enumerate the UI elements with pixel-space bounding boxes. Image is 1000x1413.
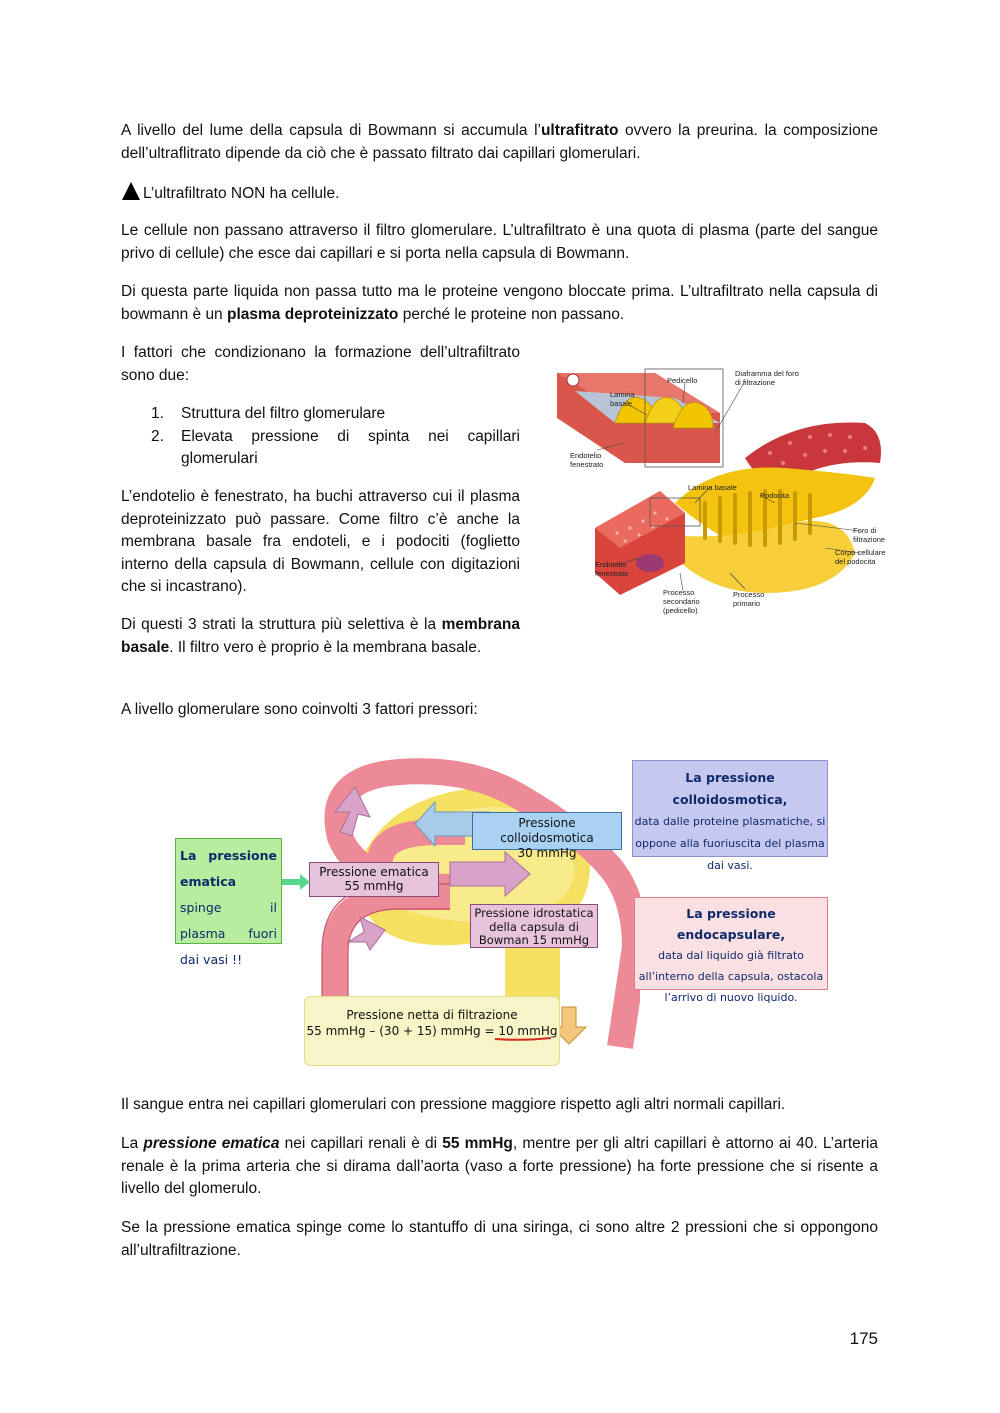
- label-line: della capsula di: [489, 919, 579, 934]
- label-endotelio-bot-2: fenestrato: [595, 569, 629, 578]
- label-endotelio-bot-1: Endotelio: [595, 560, 627, 569]
- text: A livello del lume della capsula di Bowmann si accumula l’: [121, 122, 541, 139]
- label-diaframma-1: Diaframma del foro: [735, 369, 799, 378]
- label-line: Pressione netta di filtrazione: [346, 1008, 518, 1022]
- factor-list: [121, 403, 520, 471]
- paragraph-siringa: Se la pressione ematica spinge come lo stantuffo di una siringa, ci sono altre 2 pressioni che si oppongono all’ultrafiltrazione.: [121, 1219, 878, 1259]
- list-item: [121, 403, 520, 426]
- label-line: Pressione colloidosmotica: [500, 816, 594, 845]
- label-endotelio-top-1: Endotelio: [570, 451, 602, 460]
- paragraph-plasma-deproteinizzato: [121, 281, 878, 326]
- label-line: Bowman 15 mmHg: [478, 933, 590, 947]
- label-processo-sec-2: secondario: [663, 597, 700, 606]
- warning-triangle-icon: [121, 181, 141, 201]
- label-corpo-2: del podocita: [835, 557, 876, 566]
- green-callout-ematica: [175, 838, 282, 967]
- paragraph-fattori-pressori: A livello glomerulare sono coinvolti 3 fattori pressori:: [121, 701, 478, 718]
- bold-italic-term: pressione ematica: [143, 1135, 280, 1152]
- callout-text: spinge il plasma fuori dai vasi !!: [180, 900, 277, 967]
- paragraph-sangue: Il sangue entra nei capillari glomerulari con pressione maggiore rispetto agli altri normali capillari.: [121, 1096, 786, 1113]
- text: nei capillari renali è di: [279, 1135, 443, 1152]
- label-processo-sec-1: Processo: [663, 588, 695, 597]
- text: . Il filtro vero è proprio è la membrana basale.: [169, 638, 482, 656]
- warning-note: [121, 181, 339, 206]
- bold-term: 55 mmHg: [442, 1135, 513, 1152]
- bold-term: membrana basale: [121, 616, 520, 656]
- label-processo-prim-2: primario: [733, 599, 761, 608]
- paragraph-pressione-ematica: [121, 1133, 878, 1201]
- callout-title: La pressione endocapsulare,: [676, 906, 786, 942]
- label-foro-1: Foro di: [853, 526, 877, 535]
- callout-title: La pressione colloidosmotica,: [672, 770, 788, 807]
- label-lamina-2: basale: [610, 399, 633, 408]
- warning-text: L’ultrafiltrato NON ha cellule.: [143, 185, 340, 202]
- list-text: Elevata pressione di spinta nei capillari glomerulari: [181, 427, 520, 467]
- glomerular-filter-figure: [555, 363, 890, 618]
- label-corpo-1: Corpo cellulare: [835, 548, 886, 557]
- label-idrostatica: [470, 904, 598, 948]
- label-colloidosmotica: [472, 812, 622, 860]
- label-pedicello: Pedicello: [667, 376, 698, 385]
- page-number: 175: [849, 1329, 878, 1348]
- paragraph-fattori: I fattori che condizionano la formazione dell’ultrafiltrato sono due:: [121, 344, 520, 384]
- bold-term: ultrafitrato: [540, 122, 619, 139]
- label-line: Pressione idrostatica: [474, 906, 594, 920]
- list-number: 2.: [151, 427, 164, 445]
- label-podocita: Podocita: [760, 491, 790, 500]
- list-number: 1.: [151, 405, 164, 422]
- label-processo-prim-1: Processo: [733, 590, 765, 599]
- paragraph-membrana-basale: [121, 614, 520, 659]
- paragraph-ultrafiltrato: [121, 120, 878, 165]
- bold-term: La pressione: [180, 848, 277, 863]
- net-pressure-formula: 55 mmHg – (30 + 15) mmHg = 10 mmHg: [306, 1024, 558, 1038]
- list-item: [121, 426, 520, 471]
- blue-callout-colloidosmotica: [632, 760, 828, 872]
- label-foro-2: filtrazione: [853, 535, 886, 544]
- label-ematica: [309, 862, 439, 897]
- callout-text: data dalle proteine plasmatiche, si oppone alla fuoriuscita del plasma dai vasi.: [634, 815, 826, 872]
- text: La: [121, 1135, 144, 1152]
- label-processo-sec-3: (pedicello): [663, 606, 698, 615]
- text: ovvero la preurina. la composizione dell’ultraflitrato dipende da ciò che è passato filtrato dai capillari glomerulari.: [121, 122, 878, 162]
- label-lamina-basale: Lamina basale: [688, 483, 737, 492]
- list-text: Struttura del filtro glomerulare: [181, 405, 386, 422]
- bold-term: plasma deproteinizzato: [227, 305, 399, 323]
- text: perché le proteine non passano.: [398, 305, 625, 323]
- callout-text: data dal liquido già filtrato all’interno della capsula, ostacola l’arrivo di nuovo liquido.: [638, 949, 824, 1004]
- label-endotelio-top-2: fenestrato: [570, 460, 604, 469]
- label-line: Pressione ematica: [319, 865, 429, 879]
- label-pressione-netta: [304, 996, 560, 1066]
- text: , mentre per gli altri capillari è attorno ai 40. L’arteria renale è la prima arteria che si dirama dall’aorta (vaso a forte pressione) ha forte pressione che si risente a livello del glomerulo.: [121, 1135, 878, 1197]
- text: Di questa parte liquida non passa tutto ma le proteine vengono bloccate prima. L’ultrafiltrato nella capsula di bowmann è un: [121, 283, 878, 323]
- red-underline: [493, 1036, 553, 1042]
- bold-term: ematica: [180, 874, 237, 889]
- label-lamina-1: Lamina: [610, 390, 635, 399]
- pink-callout-endocapsulare: [634, 897, 828, 1004]
- label-line: 55 mmHg: [344, 879, 404, 893]
- label-line: 30 mmHg: [517, 846, 577, 860]
- paragraph-cellule: Le cellule non passano attraverso il filtro glomerulare. L’ultrafiltrato è una quota di plasma (parte del sangue privo di cellule) che esce dai capillari e si porta nella capsula di Bowmann.: [121, 222, 878, 262]
- green-arrow-icon: [282, 874, 310, 890]
- label-diaframma-2: di filtrazione: [735, 378, 776, 387]
- paragraph-endotelio: L’endotelio è fenestrato, ha buchi attraverso cui il plasma deproteinizzato può passare. Come filtro c’è anche la membrana basale fra endoteli, e i podociti (foglietto interno della capsula di Bowmann, cellule con digitazioni che si incastrano).: [121, 488, 520, 595]
- text: Di questi 3 strati la struttura più selettiva è la: [121, 616, 442, 633]
